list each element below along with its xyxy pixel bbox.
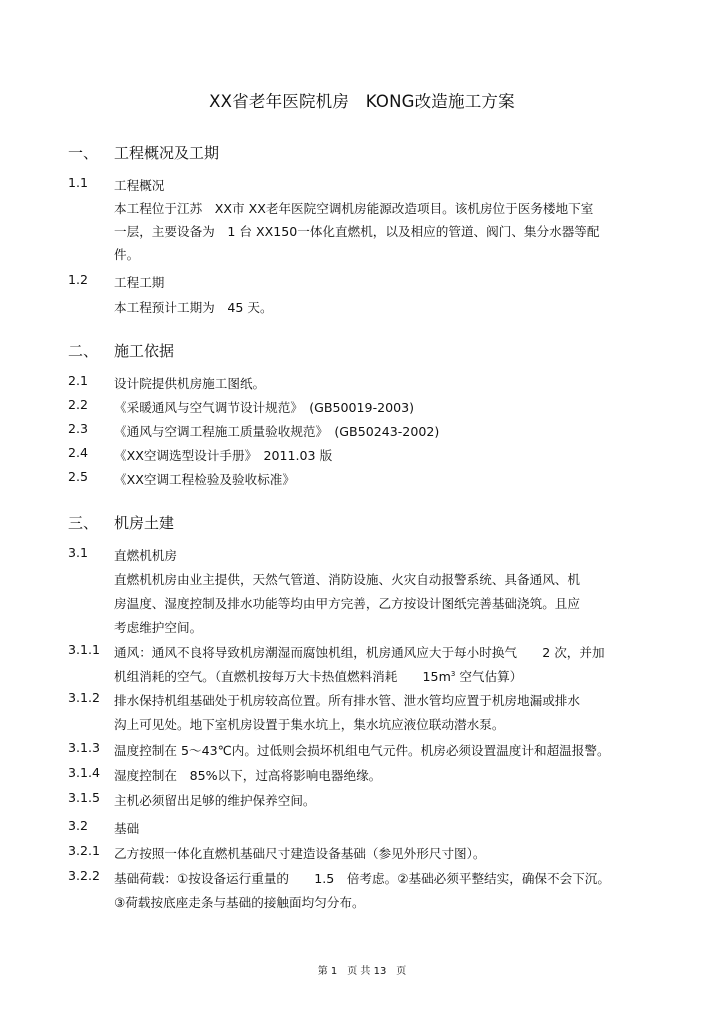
item-3-2-1-number: 3.2.1	[68, 843, 101, 858]
paragraph-line: 考虑维护空间。	[114, 620, 203, 635]
section-3-number: 三、	[68, 514, 99, 532]
item-3-1-3-number: 3.1.3	[68, 740, 101, 755]
section-3-heading: 机房土建	[114, 514, 175, 532]
subsection-3-1-title: 直燃机机房	[114, 548, 177, 563]
list-item-number: 2.5	[68, 469, 89, 484]
item-3-1-4-number: 3.1.4	[68, 765, 101, 780]
superscript: 3	[450, 669, 456, 678]
paragraph-line: 排水保持机组基础处于机房较高位置。所有排水管、泄水管均应置于机房地漏或排水	[114, 693, 580, 708]
paragraph-line: 沟上可见处。地下室机房设置于集水坑上，集水坑应液位联动潜水泵。	[114, 717, 505, 732]
subsection-3-2-number: 3.2	[68, 818, 89, 833]
list-item-number: 2.3	[68, 421, 89, 436]
section-1-heading: 工程概况及工期	[114, 144, 220, 162]
item-3-2-2-number: 3.2.2	[68, 868, 101, 883]
paragraph-line: ③荷载按底座走条与基础的接触面均匀分布。	[114, 895, 365, 910]
section-1-number: 一、	[68, 144, 99, 162]
paragraph-line: 主机必须留出足够的维护保养空间。	[114, 793, 316, 808]
list-item-text: 《通风与空调工程施工质量验收规范》 (GB50243-2002)	[114, 424, 440, 439]
subsection-1-2-title: 工程工期	[114, 275, 165, 290]
item-3-1-1-number: 3.1.1	[68, 642, 101, 657]
subsection-1-1-number: 1.1	[68, 175, 89, 190]
list-item-number: 2.1	[68, 373, 89, 388]
paragraph-line: 乙方按照一体化直燃机基础尺寸建造设备基础（参见外形尺寸图）。	[114, 846, 486, 861]
subsection-3-1-number: 3.1	[68, 545, 89, 560]
paragraph-line: 湿度控制在 85%以下，过高将影响电器绝缘。	[114, 768, 382, 783]
item-3-1-5-number: 3.1.5	[68, 790, 101, 805]
paragraph-line: 温度控制在 5～43℃内。过低则会损坏机组电气元件。机房必须设置温度计和超温报警。	[114, 743, 610, 758]
paragraph-line: 通风：通风不良将导致机房潮湿而腐蚀机组，机房通风应大于每小时换气 2 次，并加	[114, 645, 605, 660]
list-item-text: 《XX空调工程检验及验收标准》	[114, 472, 295, 487]
page-footer: 第 1 页 共 13 页	[317, 966, 407, 977]
paragraph-line: 房温度、湿度控制及排水功能等均由甲方完善，乙方按设计图纸完善基础浇筑。且应	[114, 596, 580, 611]
paragraph-line: 直燃机机房由业主提供，天然气管道、消防设施、火灾自动报警系统、具备通风、机	[114, 572, 580, 587]
section-2-number: 二、	[68, 342, 99, 360]
subsection-3-2-title: 基础	[114, 821, 140, 836]
paragraph-line: 一层，主要设备为 1 台 XX150一体化直燃机，以及相应的管道、阀门、集分水器等配	[114, 224, 600, 239]
paragraph-line: 件。	[114, 247, 140, 262]
list-item-text: 设计院提供机房施工图纸。	[114, 376, 266, 391]
text-fragment: 机组消耗的空气。（直燃机按每万大卡热值燃料消耗 15m	[114, 669, 451, 684]
list-item-number: 2.4	[68, 445, 89, 460]
document-title: XX省老年医院机房 KONG改造施工方案	[209, 92, 515, 111]
paragraph-line: 基础荷载：①按设备运行重量的 1.5 倍考虑。②基础必须平整结实，确保不会下沉。	[114, 871, 610, 886]
subsection-1-2-number: 1.2	[68, 272, 89, 287]
paragraph-line: 本工程位于江苏 XX市 XX老年医院空调机房能源改造项目。该机房位于医务楼地下室	[114, 201, 594, 216]
item-3-1-2-number: 3.1.2	[68, 690, 101, 705]
list-item-text: 《采暖通风与空气调节设计规范》 (GB50019-2003)	[114, 400, 415, 415]
subsection-1-1-title: 工程概况	[114, 178, 165, 193]
paragraph-line: 本工程预计工期为 45 天。	[114, 300, 273, 315]
text-fragment: 空气估算）	[455, 669, 523, 684]
list-item-number: 2.2	[68, 397, 89, 412]
paragraph-line	[114, 666, 522, 685]
section-2-heading: 施工依据	[114, 342, 175, 360]
list-item-text: 《XX空调选型设计手册》 2011.03 版	[114, 448, 333, 463]
